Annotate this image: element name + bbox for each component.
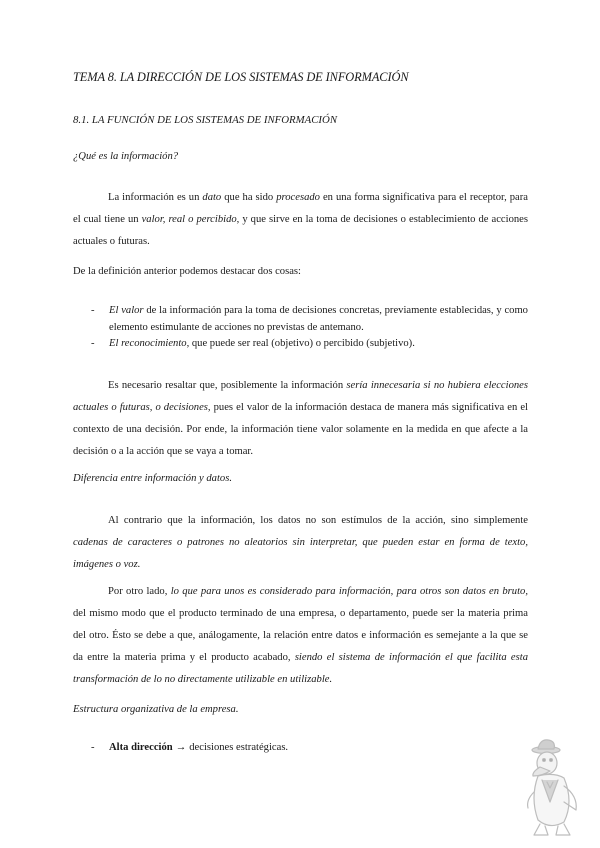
paragraph-data-definition: Al contrario que la información, los datos no son estímulos de la acción, sino simplemente cadenas de caracteres o patrones no aleatorios sin interpretar, que pueden estar en forma de texto, imágenes o voz.: [73, 515, 528, 570]
paragraph-raw-data: Por otro lado, lo que para unos es considerado para información, para otros son datos en bruto, del mismo modo que el producto terminado de una empresa, o departamento, puede ser la materia prima del otro. Ésto se debe a que, análogamente, la relación entre datos e información es semejante a la que se da entre la materia prima y el producto acabado, siendo el sistema de información el que facilita esta transformación de lo no directamente utilizable en utilizable.: [73, 586, 528, 685]
subheading-information-vs-data: Diferencia entre información y datos.: [73, 473, 232, 484]
list-item: - El reconocimiento, que puede ser real (objetivo) o percibido (subjetivo).: [91, 338, 415, 349]
paragraph-information-definition: La información es un dato que ha sido procesado en una forma significativa para el receptor, para el cual tiene un valor, real o percibido, y que sirve en la toma de decisiones o establecimiento de acciones actuales o futuras.: [73, 192, 528, 247]
subheading-what-is-information: ¿Qué es la información?: [73, 151, 179, 162]
list-management-levels: [73, 740, 528, 757]
duck-mascot-watermark-icon: [520, 736, 584, 838]
list-item: - Alta dirección → decisiones estratégicas.: [91, 742, 289, 753]
paragraph-two-things: De la definición anterior podemos destacar dos cosas:: [73, 266, 301, 277]
subheading-organizational-structure: Estructura organizativa de la empresa.: [73, 704, 239, 715]
section-title: 8.1. LA FUNCIÓN DE LOS SISTEMAS DE INFORMACIÓN: [73, 114, 338, 126]
list-item: - El valor de la información para la toma de decisiones concretas, previamente establecidas, y como elemento estimulante de acciones no previstas de antemano.: [91, 305, 528, 333]
paragraph-decision-value: Es necesario resaltar que, posiblemente la información sería innecesaria si no hubiera elecciones actuales o futuras, o decisiones, pues el valor de la información destaca de manera más significativa en el contexto de una decisión. Por ende, la información tiene valor solamente en la medida en que afecte a la decisión o a la acción que se vaya a tomar.: [73, 380, 528, 457]
list-two-things: [73, 303, 528, 353]
chapter-title: TEMA 8. LA DIRECCIÓN DE LOS SISTEMAS DE INFORMACIÓN: [73, 70, 409, 84]
